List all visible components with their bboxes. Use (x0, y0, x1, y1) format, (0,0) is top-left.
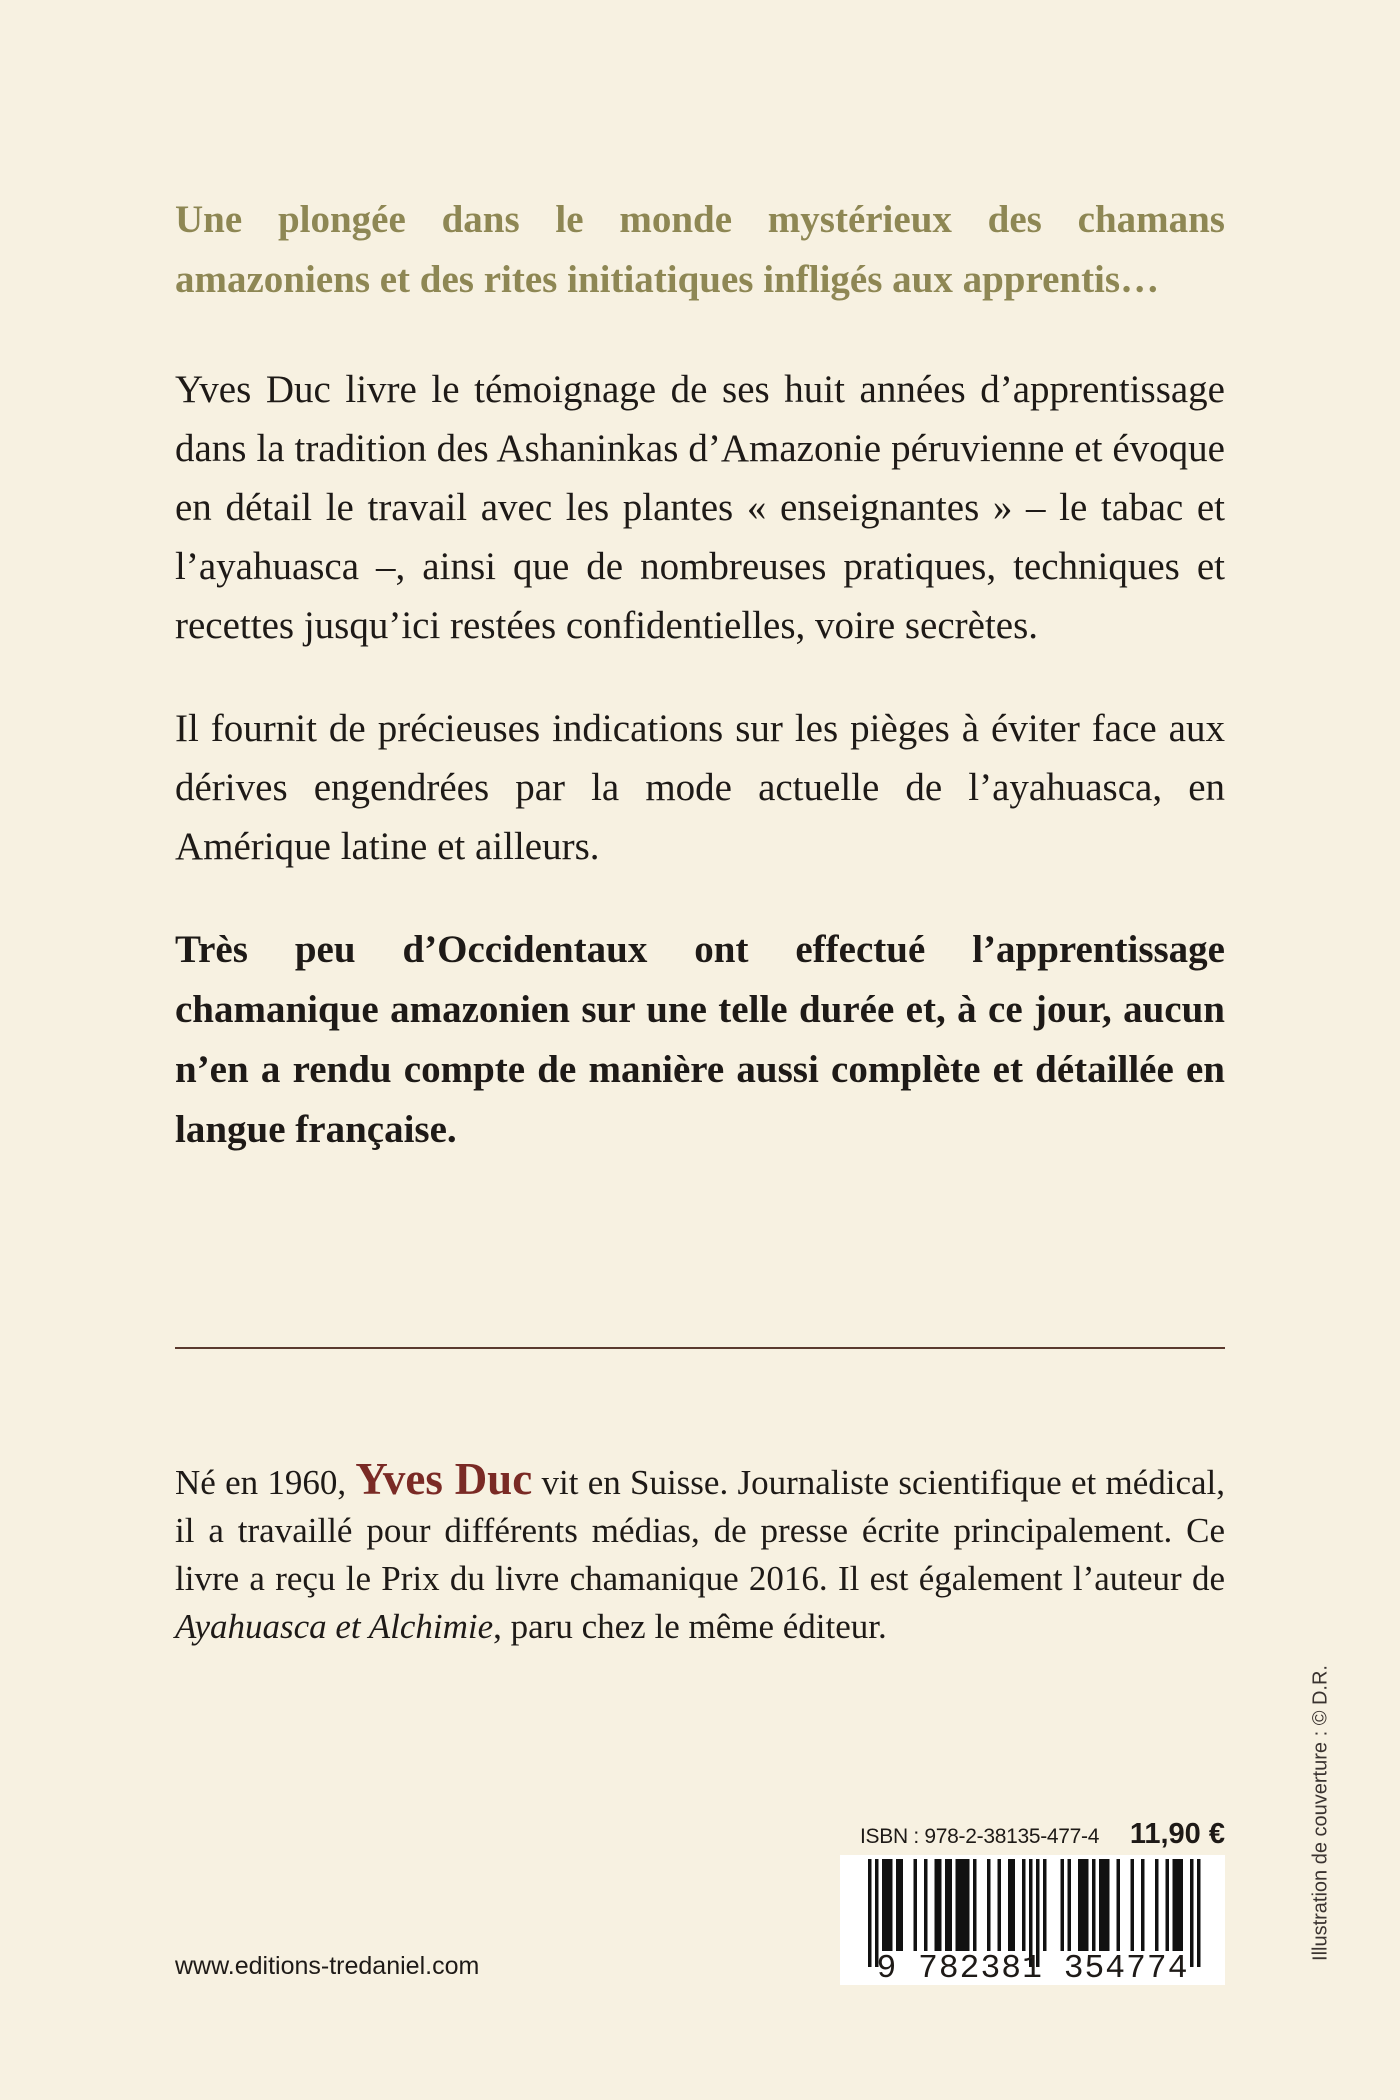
barcode-bar (949, 1859, 953, 1951)
barcode-bar (935, 1859, 939, 1951)
barcode-bar (987, 1859, 991, 1951)
barcode-bar (1141, 1859, 1145, 1951)
bio-prefix: Né en 1960, (175, 1463, 347, 1502)
barcode-bar (1106, 1859, 1110, 1951)
barcode-bar (1061, 1859, 1065, 1951)
price: 11,90 € (1129, 1818, 1225, 1850)
cover-credit-container (1303, 1640, 1339, 1985)
barcode-bar (1180, 1859, 1184, 1951)
barcode-bar (963, 1859, 967, 1951)
barcode-bar (1012, 1859, 1016, 1951)
barcode-bar (1166, 1859, 1170, 1951)
tagline: Une plongée dans le monde mystérieux des chamans amazoniens et des rites initiatiques infligés aux apprentis… (175, 198, 1225, 301)
bio-middle: vit en Suisse. Journaliste scientifique et médical, il a travaillé pour différents médias, de presse écrite principalement. Ce livre a reçu le Prix du livre chamanique 2016. Il est également l’auteur de (175, 1463, 1225, 1598)
book-title: Ayahuasca et Alchimie (175, 1607, 494, 1646)
barcode-bar (1176, 1859, 1180, 1951)
description-paragraph-1: Yves Duc livre le témoignage de ses huit années d’apprentissage dans la tradition des Ashaninkas d’Amazonie péruvienne et évoque en détail le travail avec les plantes « enseignantes » – le tabac et l’ayahuasca –, ainsi que de nombreuses pratiques, techniques et recettes jusqu’ici restées confidentielles, voire secrètes. (175, 368, 1225, 647)
barcode-bar (1099, 1859, 1103, 1951)
barcode-bar (1092, 1859, 1096, 1951)
barcode-bar (945, 1859, 949, 1951)
barcode-bar (966, 1859, 970, 1951)
barcode-bar (1085, 1859, 1089, 1951)
barcode-bar (1008, 1859, 1012, 1951)
barcode-bar (1078, 1859, 1082, 1951)
barcode-bar (998, 1859, 1002, 1951)
barcode-bar (924, 1859, 928, 1951)
barcode-bar (889, 1859, 893, 1951)
cover-credit: Illustration de couverture : © D.R. (1309, 1664, 1332, 1961)
barcode-bar (1173, 1859, 1177, 1951)
barcode-bar (1103, 1859, 1107, 1951)
barcode-bar (1155, 1859, 1159, 1951)
barcode-bar (1131, 1859, 1135, 1951)
barcode-bar (973, 1859, 977, 1951)
barcode-digits: 9 782381 354774 (876, 1950, 1189, 1987)
isbn-label: ISBN : 978-2-38135-477-4 (860, 1825, 1100, 1848)
barcode-bar (938, 1859, 942, 1951)
barcode-bar (1043, 1859, 1047, 1951)
barcode-bar (914, 1859, 918, 1951)
barcode-bar (900, 1859, 904, 1951)
barcode-bar (1082, 1859, 1086, 1951)
author-bio (175, 1455, 1225, 1651)
barcode-bar (1117, 1859, 1121, 1951)
barcode-bar (1068, 1859, 1072, 1951)
barcode-bar (959, 1859, 963, 1951)
description-paragraph-2: Il fournit de précieuses indications sur les pièges à éviter face aux dérives engendrées par la mode actuelle de l’ayahuasca, en Amérique latine et ailleurs. (175, 707, 1225, 868)
back-cover-text (175, 190, 1225, 1160)
barcode (840, 1855, 1225, 1985)
barcode-bar (896, 1859, 900, 1951)
barcode-bar (1022, 1859, 1026, 1951)
author-name: Yves Duc (355, 1454, 533, 1504)
barcode-bar (886, 1859, 890, 1951)
section-divider (175, 1347, 1225, 1349)
barcode-bar (956, 1859, 960, 1951)
highlight-paragraph: Très peu d’Occidentaux ont effectué l’apprentissage chamanique amazonien sur une telle durée et, à ce jour, aucun n’en a rendu compte de manière aussi complète et détaillée en langue française. (175, 928, 1225, 1151)
barcode-bar (882, 1859, 886, 1951)
bio-suffix: , paru chez le même éditeur. (493, 1607, 887, 1646)
isbn-price-row (860, 1818, 1225, 1858)
publisher-website[interactable]: www.editions-tredaniel.com (175, 1952, 480, 1980)
